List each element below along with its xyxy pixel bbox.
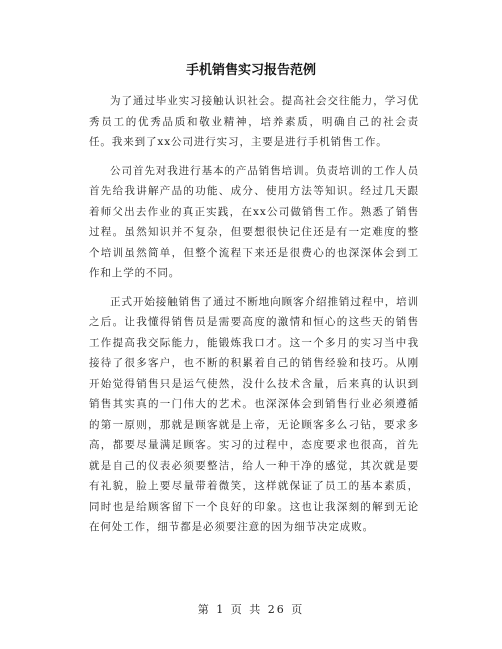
paragraph-2: 公司首先对我进行基本的产品销售培训。负责培训的工作人员首先给我讲解产品的功能、成分、使用方法等知识。经过几天跟着师父出去作业的真正实践，在xx公司做销售工作。熟悉了销售过程。虽然知识并不复杂，但要想很快记住还是有一定难度的整个培训虽然简单，但整个流程下来还是很费心的也深深体会到工作和上学的不同。 xyxy=(89,164,419,279)
page-number-footer: 第 1 页 共 26 页 xyxy=(197,603,305,616)
paragraph-1: 为了通过毕业实习接触认识社会。提高社会交往能力，学习优秀员工的优秀品质和敬业精神，培养素质，明确自己的社会责任。我来到了xx公司进行实习，主要是进行手机销售工作。 xyxy=(89,95,419,148)
paragraph-3: 正式开始接触销售了通过不断地向顾客介绍推销过程中，培训之后。让我懂得销售员是需要高度的激情和恒心的这些天的销售工作提高我交际能力，能锻炼我口才。这一个多月的实习当中我接待了很多客户，也不断的积累着自己的销售经验和技巧。从刚开始觉得销售只是运气使然，没什么技术含量，后来真的认识到销售其实真的一门伟大的艺术。也深深体会到销售行业必须遵循的第一原则，那就是顾客就是上帝，无论顾客多么刁钻，要求多高，都要尽量满足顾客。实习的过程中，态度要求也很高，首先就是自己的仪表必须要整洁，给人一种干净的感觉，其次就是要有礼貌，脸上要尽量带着微笑，这样就保证了员工的基本素质，同时也是给顾客留下一个良好的印象。这也让我深刻的解到无论在何处工作，细节都是必须要注意的因为细节决定成败。 xyxy=(89,295,419,533)
document-body xyxy=(89,91,419,546)
document-title: 手机销售实习报告范例 xyxy=(185,63,316,78)
